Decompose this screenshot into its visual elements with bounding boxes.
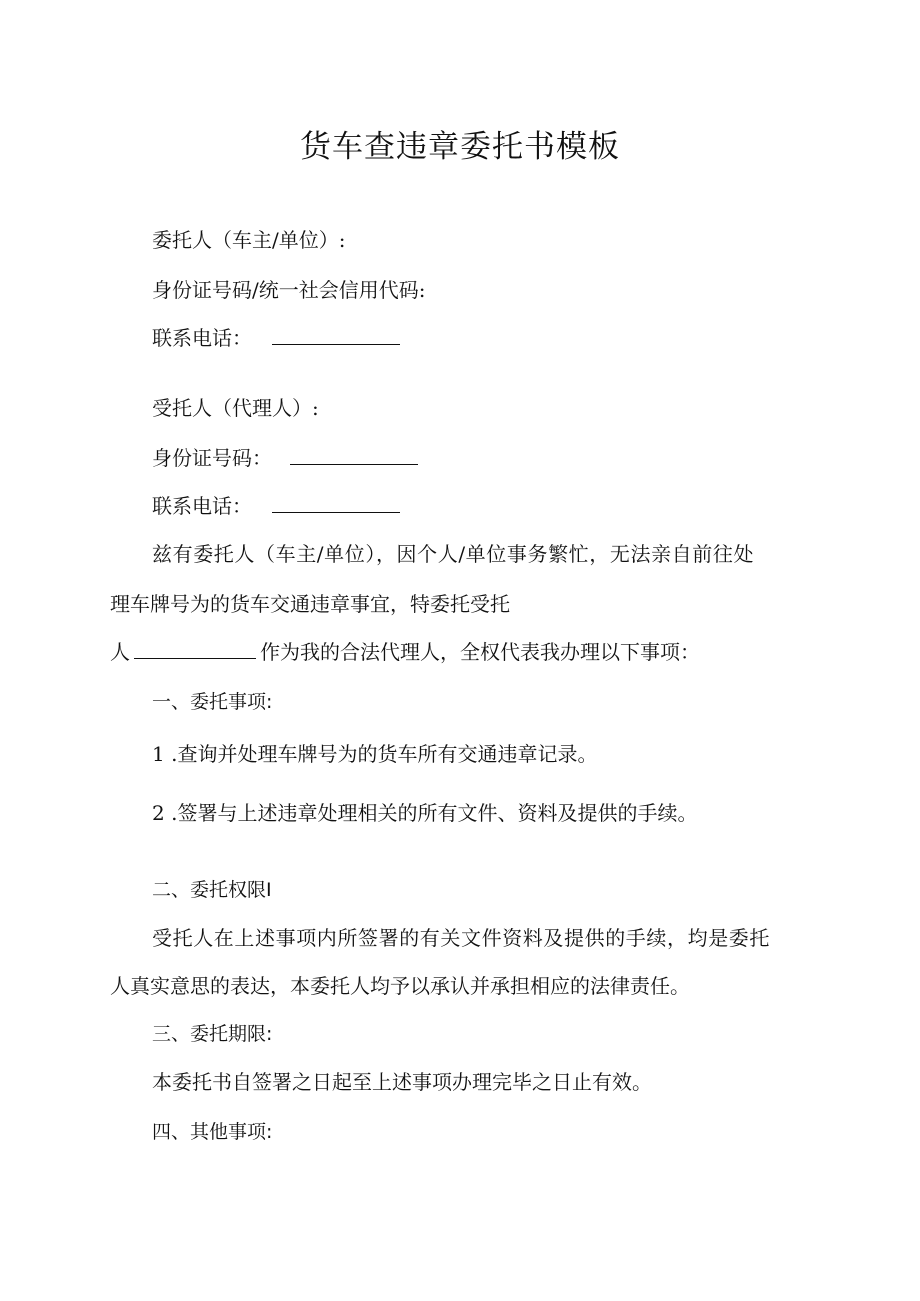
section-1-heading: 一、委托事项: — [152, 691, 273, 713]
agent-id-blank[interactable] — [290, 446, 418, 465]
agent-phone-label: 联系电话： — [152, 494, 252, 518]
section-1-item-1: 1 .查询并处理车牌号为的货车所有交通违章记录。 — [152, 742, 598, 766]
section-2-heading: 二、委托权限I — [152, 879, 272, 901]
document-title: 货车查违章委托书模板 — [300, 129, 620, 165]
intro-line-3-prefix: 人 — [110, 640, 130, 664]
principal-id-label: 身份证号码/统一社会信用代码: — [152, 278, 426, 302]
agent-phone-blank[interactable] — [272, 494, 400, 513]
principal-phone-row — [152, 326, 400, 350]
intro-line-3-suffix: 作为我的合法代理人，全权代表我办理以下事项： — [260, 640, 700, 664]
agent-name-blank[interactable] — [134, 640, 256, 659]
section-2-line-2: 人真实意思的表达，本委托人均予以承认并承担相应的法律责任。 — [110, 974, 690, 998]
principal-phone-label: 联系电话： — [152, 326, 252, 350]
agent-phone-row — [152, 494, 400, 518]
section-4-heading: 四、其他事项: — [152, 1121, 273, 1143]
section-2-line-1: 受托人在上述事项内所签署的有关文件资料及提供的手续，均是委托 — [152, 926, 770, 950]
agent-id-row — [152, 446, 418, 470]
section-3-line-1: 本委托书自签署之日起至上述事项办理完毕之日止有效。 — [152, 1070, 652, 1094]
principal-phone-blank[interactable] — [272, 326, 400, 345]
intro-line-3 — [110, 640, 700, 664]
intro-line-1: 兹有委托人（车主/单位），因个人/单位事务繁忙，无法亲自前往处 — [152, 542, 755, 566]
section-3-heading: 三、委托期限: — [152, 1023, 273, 1045]
section-1-item-2: 2 .签署与上述违章处理相关的所有文件、资料及提供的手续。 — [152, 801, 698, 825]
principal-name-label: 委托人（车主/单位）: — [152, 228, 346, 252]
agent-id-label: 身份证号码： — [152, 446, 272, 470]
agent-name-label: 受托人（代理人）: — [152, 396, 319, 420]
intro-line-2: 理车牌号为的货车交通违章事宜，特委托受托 — [110, 592, 510, 616]
